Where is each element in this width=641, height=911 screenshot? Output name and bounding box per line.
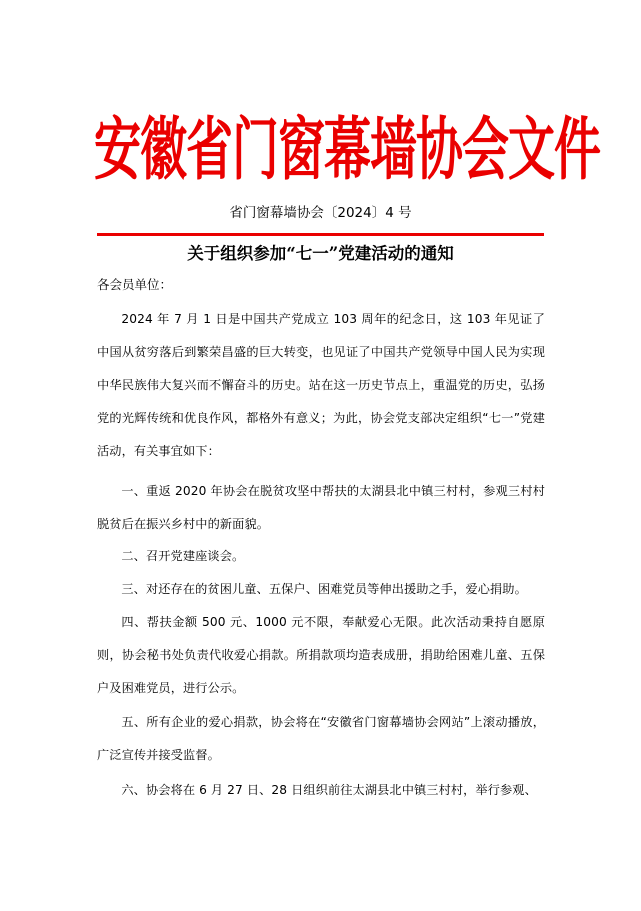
intro-paragraph: 2024 年 7 月 1 日是中国共产党成立 103 周年的纪念日，这 103 年见证了中国从贫穷落后到繁荣昌盛的巨大转变，也见证了中国共产党领导中国人民为实现中华民族伟大复兴而不懈奋斗的历史。站在这一历史节点上，重温党的历史，弘扬党的光辉传统和优良作风，都格外有意义；为此，协会党支部决定组织“七一”党建活动，有关事宜如下： bbox=[97, 312, 545, 458]
document-header-title: 安徽省门窗幕墙协会文件 bbox=[94, 110, 600, 191]
document-number: 省门窗幕墙协会〔2024〕4 号 bbox=[229, 205, 412, 221]
item-4-paragraph: 四、帮扶金额 500 元、1000 元不限，奉献爱心无限。此次活动秉持自愿原则，协会秘书处负责代收爱心捐款。所捐款项均造表成册，捐助给困难儿童、五保户及困难党员，进行公示。 bbox=[97, 615, 545, 695]
item-2-paragraph: 二、召开党建座谈会。 bbox=[121, 549, 245, 563]
item-1-paragraph: 一、重返 2020 年协会在脱贫攻坚中帮扶的太湖县北中镇三村村，参观三村村脱贫后在振兴乡村中的新面貌。 bbox=[97, 484, 545, 531]
notice-title: 关于组织参加“七一”党建活动的通知 bbox=[187, 244, 454, 263]
item-3-paragraph: 三、对还存在的贫困儿童、五保户、困难党员等伸出援助之手，爱心捐助。 bbox=[121, 582, 527, 596]
item-5-paragraph: 五、所有企业的爱心捐款，协会将在“安徽省门窗幕墙协会网站”上滚动播放，广泛宣传并接受监督。 bbox=[97, 715, 545, 762]
red-divider-line bbox=[97, 233, 544, 236]
salutation: 各会员单位： bbox=[97, 277, 173, 292]
item-6-paragraph: 六、协会将在 6 月 27 日、28 日组织前往太湖县北中镇三村村，举行参观、 bbox=[121, 783, 537, 797]
